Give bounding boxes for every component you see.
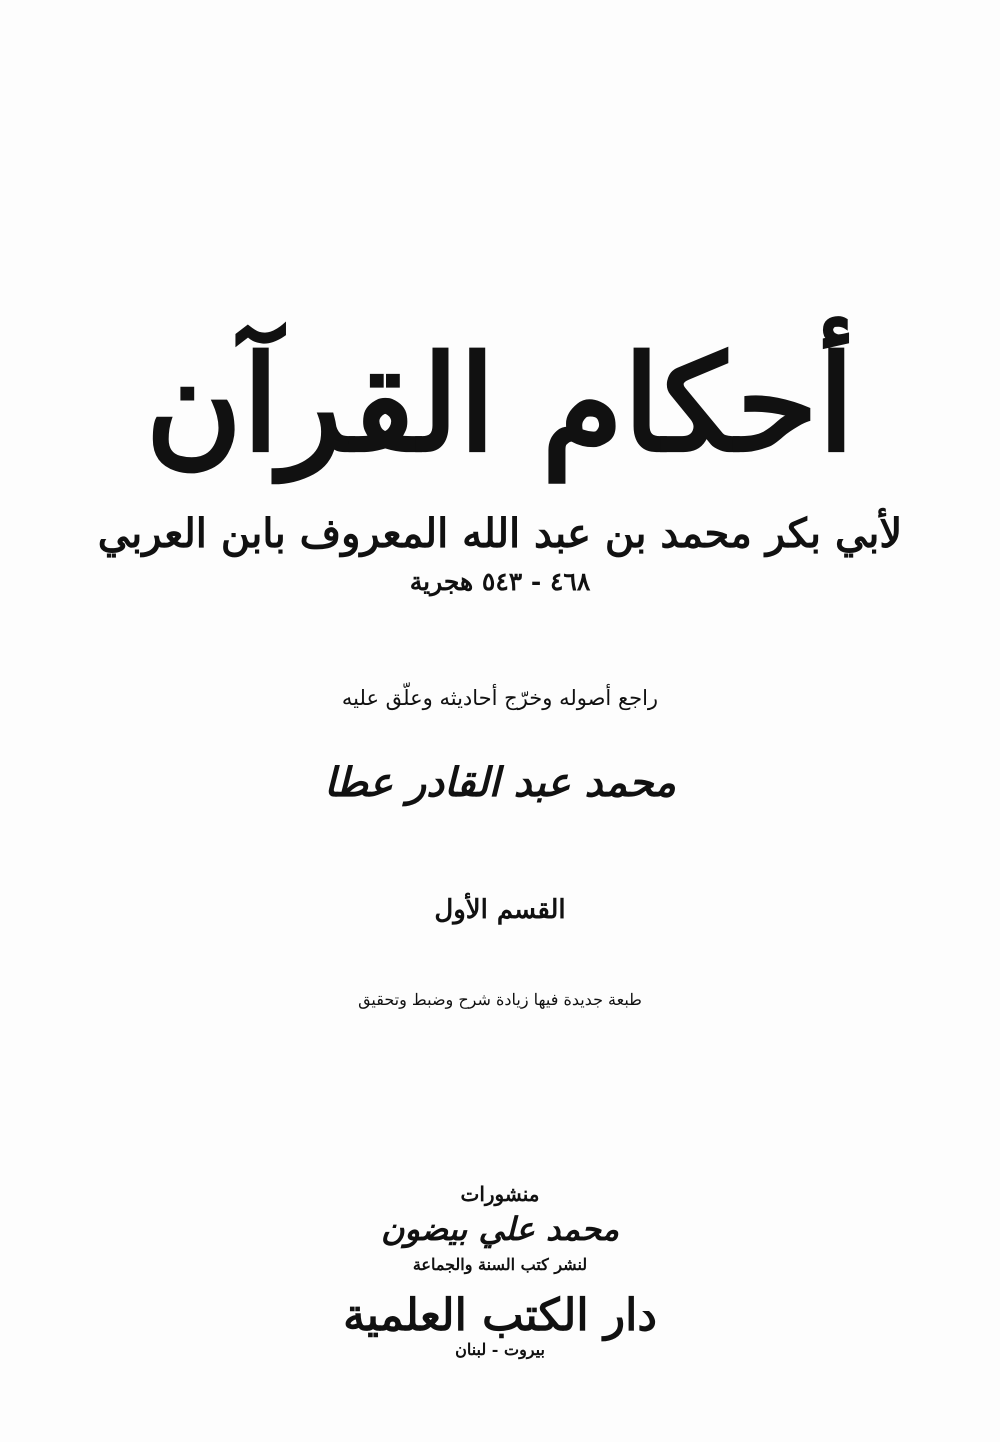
volume-part: القسم الأول xyxy=(434,895,566,925)
publisher-subtitle: لنشر كتب السنة والجماعة xyxy=(412,1255,588,1274)
publisher-label: منشورات xyxy=(460,1182,540,1206)
reviewer-note: راجع أصوله وخرّج أحاديثه وعلّق عليه xyxy=(341,686,659,710)
author-line: لأبي بكر محمد بن عبد الله المعروف بابن العربي xyxy=(97,510,903,557)
publisher-location: بيروت - لبنان xyxy=(455,1340,545,1359)
book-title: أحكام القرآن xyxy=(145,327,855,482)
publishing-house: دار الكتب العلمية xyxy=(343,1290,657,1341)
author-dates: ٤٦٨ - ٥٤٣ هجرية xyxy=(409,567,591,596)
edition-note: طبعة جديدة فيها زيادة شرح وضبط وتحقيق xyxy=(358,990,642,1009)
editor-name: محمد عبد القادر عطا xyxy=(324,759,676,806)
publisher-name: محمد علي بيضون xyxy=(380,1210,620,1248)
